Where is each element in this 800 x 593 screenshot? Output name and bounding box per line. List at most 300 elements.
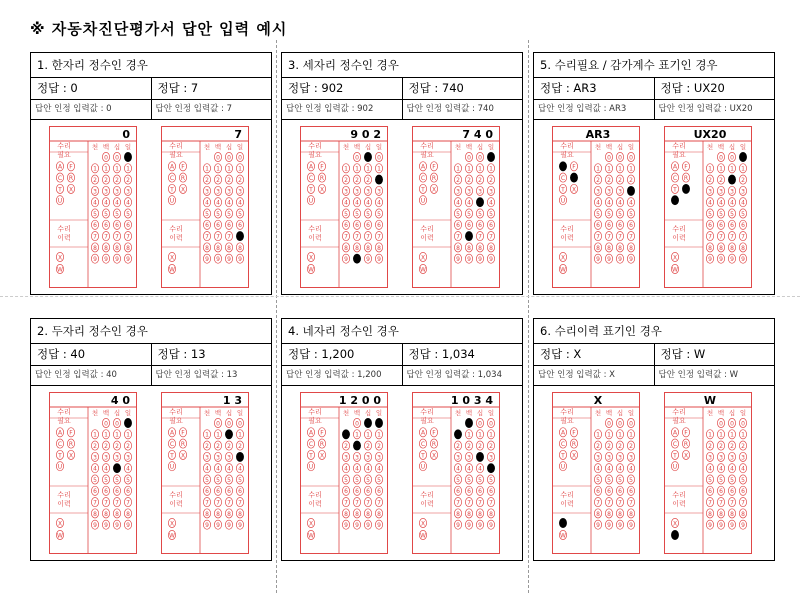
svg-text:9: 9: [344, 522, 348, 530]
digit-bubble: [627, 498, 634, 507]
digit-bubble: [454, 175, 461, 184]
svg-text:U: U: [57, 463, 63, 471]
repair-needed-bubble: [671, 184, 678, 193]
svg-text:1: 1: [607, 165, 611, 173]
digit-bubble: [113, 418, 120, 427]
svg-text:4: 4: [227, 465, 231, 473]
digit-bubble: [627, 486, 634, 495]
digit-bubble: [616, 441, 623, 450]
digit-bubble: [225, 164, 232, 173]
repair-needed-bubble: [559, 173, 566, 182]
svg-text:A: A: [420, 163, 426, 171]
digit-bubble: [375, 452, 382, 461]
omr-answer-card: [161, 126, 249, 288]
svg-text:T: T: [309, 452, 313, 460]
digit-bubble: [214, 418, 221, 427]
svg-text:8: 8: [629, 510, 633, 518]
svg-text:5: 5: [741, 210, 745, 218]
digit-bubble: [113, 254, 120, 263]
digit-bubble: [375, 418, 382, 427]
example-panel: [533, 318, 775, 561]
digit-bubble: [91, 175, 98, 184]
digit-bubble: [487, 175, 494, 184]
svg-text:4: 4: [607, 199, 611, 207]
svg-text:A: A: [57, 429, 63, 437]
svg-text:8: 8: [205, 244, 209, 252]
display-value: 1 0 3 4: [450, 394, 493, 407]
svg-text:6: 6: [607, 488, 611, 496]
svg-text:4: 4: [467, 465, 471, 473]
repair-needed-bubble: [682, 428, 689, 437]
repair-needed-bubble: [307, 462, 314, 471]
digit-bubble: [124, 441, 131, 450]
answer-value: 정답 : 1,200: [282, 344, 403, 365]
repair-history-label: 이력: [169, 500, 183, 508]
svg-text:7: 7: [366, 233, 370, 241]
digit-place-label: 일: [627, 409, 635, 417]
digit-bubble: [728, 209, 735, 218]
answer-value: 정답 : 740: [408, 81, 464, 95]
digit-bubble: [454, 475, 461, 484]
digit-bubble: [476, 418, 483, 427]
svg-text:W: W: [560, 266, 566, 274]
digit-bubble: [214, 452, 221, 461]
digit-bubble: [487, 452, 494, 461]
digit-bubble: [465, 152, 472, 161]
digit-bubble: [214, 254, 221, 263]
digit-bubble: [717, 418, 724, 427]
svg-text:A: A: [672, 163, 678, 171]
svg-text:7: 7: [478, 233, 482, 241]
svg-text:8: 8: [205, 510, 209, 518]
digit-bubble: [375, 164, 382, 173]
svg-text:7: 7: [607, 499, 611, 507]
digit-bubble: [375, 486, 382, 495]
digit-bubble: [465, 186, 472, 195]
digit-bubble: [342, 243, 349, 252]
repair-needed-label: 수리: [560, 142, 574, 150]
repair-history-bubble: [419, 518, 426, 527]
svg-text:C: C: [420, 441, 426, 448]
repair-needed-label: 수리: [57, 142, 71, 150]
svg-text:U: U: [560, 463, 566, 471]
svg-text:4: 4: [355, 199, 359, 207]
digit-bubble: [739, 232, 746, 241]
repair-needed-bubble: [179, 450, 186, 459]
repair-needed-bubble: [67, 428, 74, 437]
omr-answer-card: [300, 126, 388, 288]
repair-history-bubble: [559, 518, 566, 527]
display-value: 7 4 0: [462, 128, 493, 141]
repair-history-bubble: [559, 252, 566, 261]
omr-answer-card: [412, 126, 500, 288]
omr-answer-card: [412, 392, 500, 554]
digit-bubble: [476, 209, 483, 218]
digit-bubble: [594, 520, 601, 529]
digit-place-label: 십: [476, 409, 484, 417]
svg-text:6: 6: [205, 488, 209, 496]
svg-text:7: 7: [467, 499, 471, 507]
svg-text:7: 7: [719, 499, 723, 507]
digit-bubble: [487, 486, 494, 495]
svg-text:3: 3: [115, 188, 119, 196]
digit-bubble: [214, 198, 221, 207]
svg-text:8: 8: [719, 244, 723, 252]
digit-bubble: [728, 430, 735, 439]
digit-bubble: [717, 486, 724, 495]
svg-text:W: W: [57, 266, 63, 274]
svg-text:3: 3: [730, 454, 734, 462]
digit-bubble: [225, 430, 232, 439]
repair-needed-label: 수리: [420, 408, 434, 416]
digit-bubble: [113, 175, 120, 184]
digit-bubble: [102, 475, 109, 484]
digit-bubble: [353, 209, 360, 218]
svg-text:6: 6: [238, 222, 242, 230]
svg-text:8: 8: [227, 244, 231, 252]
repair-needed-bubble: [430, 428, 437, 437]
digit-place-label: 백: [605, 143, 613, 151]
svg-text:2: 2: [104, 443, 108, 450]
display-value: X: [593, 394, 603, 407]
digit-place-label: 일: [627, 143, 635, 151]
svg-text:5: 5: [629, 210, 633, 218]
digit-bubble: [203, 464, 210, 473]
repair-history-bubble: [559, 530, 566, 539]
svg-text:5: 5: [216, 210, 220, 218]
repair-needed-bubble: [56, 173, 63, 182]
digit-bubble: [375, 243, 382, 252]
panel-title: 6. 수리이력 표기인 경우: [534, 319, 774, 344]
svg-text:9: 9: [730, 522, 734, 530]
repair-history-bubble: [307, 518, 314, 527]
digit-bubble: [728, 520, 735, 529]
svg-text:3: 3: [730, 188, 734, 196]
digit-bubble: [465, 441, 472, 450]
svg-text:5: 5: [596, 476, 600, 484]
digit-bubble: [225, 464, 232, 473]
svg-text:5: 5: [719, 210, 723, 218]
digit-bubble: [476, 254, 483, 263]
digit-bubble: [487, 441, 494, 450]
digit-bubble: [113, 498, 120, 507]
svg-text:X: X: [571, 186, 577, 194]
svg-text:9: 9: [607, 522, 611, 530]
digit-bubble: [594, 243, 601, 252]
svg-text:X: X: [68, 186, 74, 194]
svg-text:4: 4: [377, 465, 381, 473]
svg-text:2: 2: [478, 177, 482, 184]
svg-text:R: R: [431, 441, 437, 448]
svg-text:4: 4: [115, 199, 119, 207]
digit-bubble: [616, 186, 623, 195]
digit-bubble: [364, 486, 371, 495]
digit-bubble: [364, 441, 371, 450]
digit-bubble: [717, 220, 724, 229]
repair-needed-bubble: [430, 439, 437, 448]
digit-bubble: [236, 186, 243, 195]
svg-text:9: 9: [377, 522, 381, 530]
digit-bubble: [236, 152, 243, 161]
digit-bubble: [594, 220, 601, 229]
svg-text:F: F: [181, 163, 185, 171]
svg-text:6: 6: [126, 488, 130, 496]
svg-text:7: 7: [596, 499, 600, 507]
svg-text:4: 4: [366, 465, 370, 473]
repair-needed-bubble: [67, 439, 74, 448]
digit-bubble: [375, 254, 382, 263]
digit-bubble: [739, 430, 746, 439]
digit-place-label: 백: [214, 409, 222, 417]
digit-bubble: [214, 164, 221, 173]
svg-text:C: C: [672, 175, 678, 182]
digit-place-label: 천: [594, 143, 602, 151]
svg-text:7: 7: [216, 233, 220, 241]
svg-text:9: 9: [489, 522, 493, 530]
repair-needed-label: 필요: [169, 417, 183, 425]
svg-text:F: F: [69, 163, 73, 171]
digit-bubble: [616, 486, 623, 495]
digit-bubble: [225, 486, 232, 495]
svg-text:1: 1: [607, 431, 611, 439]
digit-bubble: [203, 209, 210, 218]
svg-text:7: 7: [708, 499, 712, 507]
svg-text:8: 8: [104, 510, 108, 518]
repair-needed-bubble: [307, 173, 314, 182]
repair-history-bubble: [56, 530, 63, 539]
digit-place-label: 일: [124, 143, 132, 151]
svg-text:5: 5: [478, 476, 482, 484]
digit-bubble: [465, 486, 472, 495]
digit-place-label: 일: [375, 409, 383, 417]
digit-bubble: [214, 186, 221, 195]
svg-text:1: 1: [708, 431, 712, 439]
svg-text:9: 9: [344, 256, 348, 264]
repair-needed-label: 필요: [560, 417, 574, 425]
svg-text:0: 0: [216, 420, 220, 428]
svg-text:6: 6: [596, 222, 600, 230]
repair-needed-bubble: [318, 184, 325, 193]
svg-text:8: 8: [216, 510, 220, 518]
digit-bubble: [124, 186, 131, 195]
svg-text:C: C: [308, 175, 314, 182]
digit-bubble: [124, 418, 131, 427]
svg-text:T: T: [309, 186, 313, 194]
digit-bubble: [616, 232, 623, 241]
omr-answer-card: [161, 392, 249, 554]
digit-bubble: [375, 441, 382, 450]
digit-bubble: [487, 254, 494, 263]
svg-text:W: W: [672, 266, 678, 274]
svg-text:A: A: [169, 429, 175, 437]
digit-bubble: [465, 475, 472, 484]
digit-bubble: [102, 175, 109, 184]
svg-text:3: 3: [216, 454, 220, 462]
svg-text:6: 6: [344, 222, 348, 230]
svg-text:3: 3: [629, 454, 633, 462]
digit-bubble: [594, 498, 601, 507]
digit-bubble: [627, 198, 634, 207]
digit-bubble: [124, 254, 131, 263]
digit-place-label: 천: [91, 143, 99, 151]
svg-text:0: 0: [741, 420, 745, 428]
svg-text:T: T: [673, 452, 677, 460]
digit-bubble: [203, 186, 210, 195]
svg-text:R: R: [683, 441, 689, 448]
digit-bubble: [214, 243, 221, 252]
digit-place-label: 천: [454, 409, 462, 417]
digit-bubble: [91, 520, 98, 529]
svg-text:4: 4: [467, 199, 471, 207]
svg-text:4: 4: [719, 465, 723, 473]
svg-text:2: 2: [344, 177, 348, 184]
svg-text:1: 1: [741, 431, 745, 439]
digit-bubble: [605, 164, 612, 173]
digit-bubble: [353, 430, 360, 439]
svg-text:2: 2: [93, 177, 97, 184]
svg-text:4: 4: [629, 465, 633, 473]
svg-text:8: 8: [629, 244, 633, 252]
repair-history-bubble: [168, 518, 175, 527]
repair-needed-bubble: [671, 173, 678, 182]
svg-text:6: 6: [629, 488, 633, 496]
digit-bubble: [605, 441, 612, 450]
repair-history-label: 수리: [308, 225, 322, 233]
accepted-input-value: 답안 인정 입력값 : AR3: [534, 100, 655, 119]
svg-text:U: U: [560, 197, 566, 205]
digit-bubble: [364, 232, 371, 241]
digit-place-label: 일: [124, 409, 132, 417]
svg-text:9: 9: [708, 522, 712, 530]
digit-bubble: [236, 209, 243, 218]
svg-text:1: 1: [478, 165, 482, 173]
digit-bubble: [454, 220, 461, 229]
svg-text:6: 6: [478, 222, 482, 230]
digit-bubble: [594, 198, 601, 207]
svg-text:2: 2: [126, 443, 130, 450]
repair-needed-bubble: [318, 428, 325, 437]
repair-history-bubble: [419, 252, 426, 261]
svg-text:9: 9: [104, 522, 108, 530]
digit-bubble: [375, 520, 382, 529]
svg-text:2: 2: [708, 443, 712, 450]
answer-row: [282, 78, 522, 100]
digit-bubble: [454, 430, 461, 439]
digit-bubble: [706, 220, 713, 229]
svg-text:0: 0: [227, 420, 231, 428]
display-value: 0: [122, 128, 130, 141]
example-panel: [533, 52, 775, 295]
digit-place-label: 천: [454, 143, 462, 151]
digit-bubble: [594, 486, 601, 495]
svg-text:6: 6: [456, 222, 460, 230]
svg-text:1: 1: [355, 165, 359, 173]
digit-bubble: [616, 243, 623, 252]
digit-bubble: [342, 486, 349, 495]
digit-bubble: [616, 254, 623, 263]
svg-text:1: 1: [618, 431, 622, 439]
digit-bubble: [739, 475, 746, 484]
repair-history-label: 이력: [169, 234, 183, 242]
repair-needed-bubble: [430, 450, 437, 459]
digit-bubble: [225, 520, 232, 529]
svg-text:R: R: [571, 441, 577, 448]
digit-bubble: [102, 186, 109, 195]
svg-text:5: 5: [126, 210, 130, 218]
digit-bubble: [739, 243, 746, 252]
repair-history-bubble: [419, 530, 426, 539]
omr-answer-card: [552, 392, 640, 554]
digit-bubble: [364, 164, 371, 173]
digit-bubble: [476, 198, 483, 207]
repair-needed-bubble: [671, 439, 678, 448]
example-panel: [30, 318, 272, 561]
digit-bubble: [342, 254, 349, 263]
svg-text:C: C: [672, 441, 678, 448]
svg-text:7: 7: [115, 499, 119, 507]
display-value: 1 2 0 0: [338, 394, 381, 407]
repair-needed-label: 필요: [308, 417, 322, 425]
digit-place-label: 십: [476, 143, 484, 151]
svg-text:7: 7: [741, 499, 745, 507]
accepted-input-row: [282, 366, 522, 386]
svg-text:6: 6: [467, 222, 471, 230]
svg-text:W: W: [420, 532, 426, 540]
svg-text:X: X: [57, 520, 63, 528]
repair-needed-bubble: [570, 450, 577, 459]
digit-bubble: [102, 498, 109, 507]
svg-text:6: 6: [115, 222, 119, 230]
svg-text:9: 9: [596, 256, 600, 264]
digit-bubble: [594, 232, 601, 241]
svg-text:4: 4: [104, 199, 108, 207]
digit-place-label: 천: [203, 409, 211, 417]
omr-grid: [665, 393, 751, 553]
digit-bubble: [225, 186, 232, 195]
svg-text:6: 6: [104, 222, 108, 230]
svg-text:1: 1: [377, 431, 381, 439]
svg-text:X: X: [169, 520, 175, 528]
svg-text:5: 5: [596, 210, 600, 218]
digit-bubble: [342, 498, 349, 507]
svg-text:4: 4: [104, 465, 108, 473]
svg-text:8: 8: [730, 510, 734, 518]
svg-text:1: 1: [216, 165, 220, 173]
digit-bubble: [476, 452, 483, 461]
digit-bubble: [487, 186, 494, 195]
svg-text:6: 6: [93, 488, 97, 496]
digit-bubble: [487, 232, 494, 241]
digit-bubble: [353, 164, 360, 173]
example-panel: [30, 52, 272, 295]
svg-text:5: 5: [708, 476, 712, 484]
svg-text:F: F: [69, 429, 73, 437]
svg-text:6: 6: [708, 488, 712, 496]
svg-text:9: 9: [478, 522, 482, 530]
svg-text:7: 7: [115, 233, 119, 241]
svg-text:X: X: [57, 254, 63, 262]
digit-bubble: [124, 520, 131, 529]
digit-bubble: [627, 464, 634, 473]
digit-bubble: [225, 509, 232, 518]
digit-bubble: [717, 152, 724, 161]
digit-bubble: [124, 486, 131, 495]
repair-needed-bubble: [419, 428, 426, 437]
repair-history-label: 이력: [672, 234, 686, 242]
repair-needed-bubble: [682, 162, 689, 171]
digit-bubble: [594, 430, 601, 439]
svg-text:C: C: [57, 175, 63, 182]
